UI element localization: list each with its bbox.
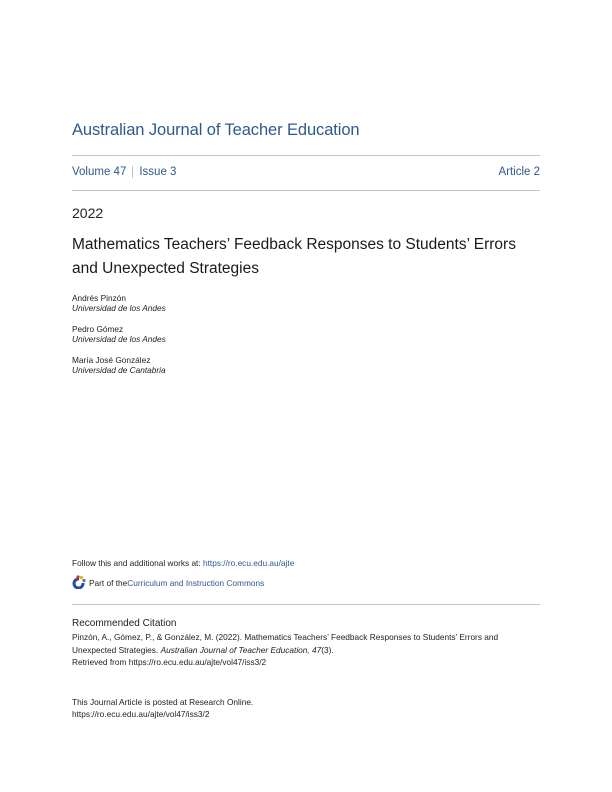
article-title: Mathematics Teachers’ Feedback Responses to Students’ Errors and Unexpected Strategies: [72, 236, 516, 277]
citation-journal: Australian Journal of Teacher Education, 47: [160, 644, 322, 655]
author-name: Pedro Gómez: [72, 324, 124, 334]
part-of-label: Part of the: [89, 578, 128, 588]
second-divider: [72, 190, 540, 191]
author-entry: [72, 293, 166, 313]
author-entry: [72, 355, 166, 375]
volume-issue-row: [72, 166, 540, 178]
recommended-citation-heading: Recommended Citation: [72, 618, 177, 629]
author-name: Andrés Pinzón: [72, 293, 126, 303]
author-name: María José González: [72, 355, 151, 365]
author-affiliation: Universidad de Cantabria: [72, 365, 166, 375]
citation-text: [72, 631, 542, 669]
network-commons-icon: [72, 575, 89, 591]
citation-retrieved: Retrieved from https://ro.ecu.edu.au/ajte/vol47/iss3/2: [72, 657, 267, 667]
citation-divider: [72, 604, 540, 605]
author-list: [72, 293, 166, 386]
follow-label: Follow this and additional works at:: [72, 558, 203, 568]
part-of-line: [72, 575, 264, 591]
journal-title[interactable]: Australian Journal of Teacher Education: [72, 121, 360, 139]
issue-link[interactable]: Issue 3: [139, 166, 177, 178]
author-affiliation: Universidad de los Andes: [72, 303, 166, 313]
footer: [72, 697, 253, 720]
citation-part1: Pinzón, A., Gómez, P., & González, M. (2022). Mathematics Teachers’ Feedback Responses to Students’ Errors and Unexpected Strategies.: [72, 632, 499, 655]
commons-link[interactable]: Curriculum and Instruction Commons: [127, 578, 265, 588]
article-link[interactable]: Article 2: [498, 166, 540, 178]
follow-url-link[interactable]: https://ro.ecu.edu.au/ajte: [202, 558, 295, 568]
separator: [132, 166, 133, 178]
volume-link[interactable]: Volume 47: [72, 166, 127, 178]
footer-line1: This Journal Article is posted at Research Online.: [72, 697, 254, 707]
author-entry: [72, 324, 166, 344]
top-divider: [72, 155, 540, 156]
publication-year: 2022: [72, 205, 104, 221]
footer-url: https://ro.ecu.edu.au/ajte/vol47/iss3/2: [72, 708, 210, 719]
follow-line: [72, 558, 294, 568]
author-affiliation: Universidad de los Andes: [72, 334, 166, 344]
citation-part2: (3).: [321, 644, 334, 655]
